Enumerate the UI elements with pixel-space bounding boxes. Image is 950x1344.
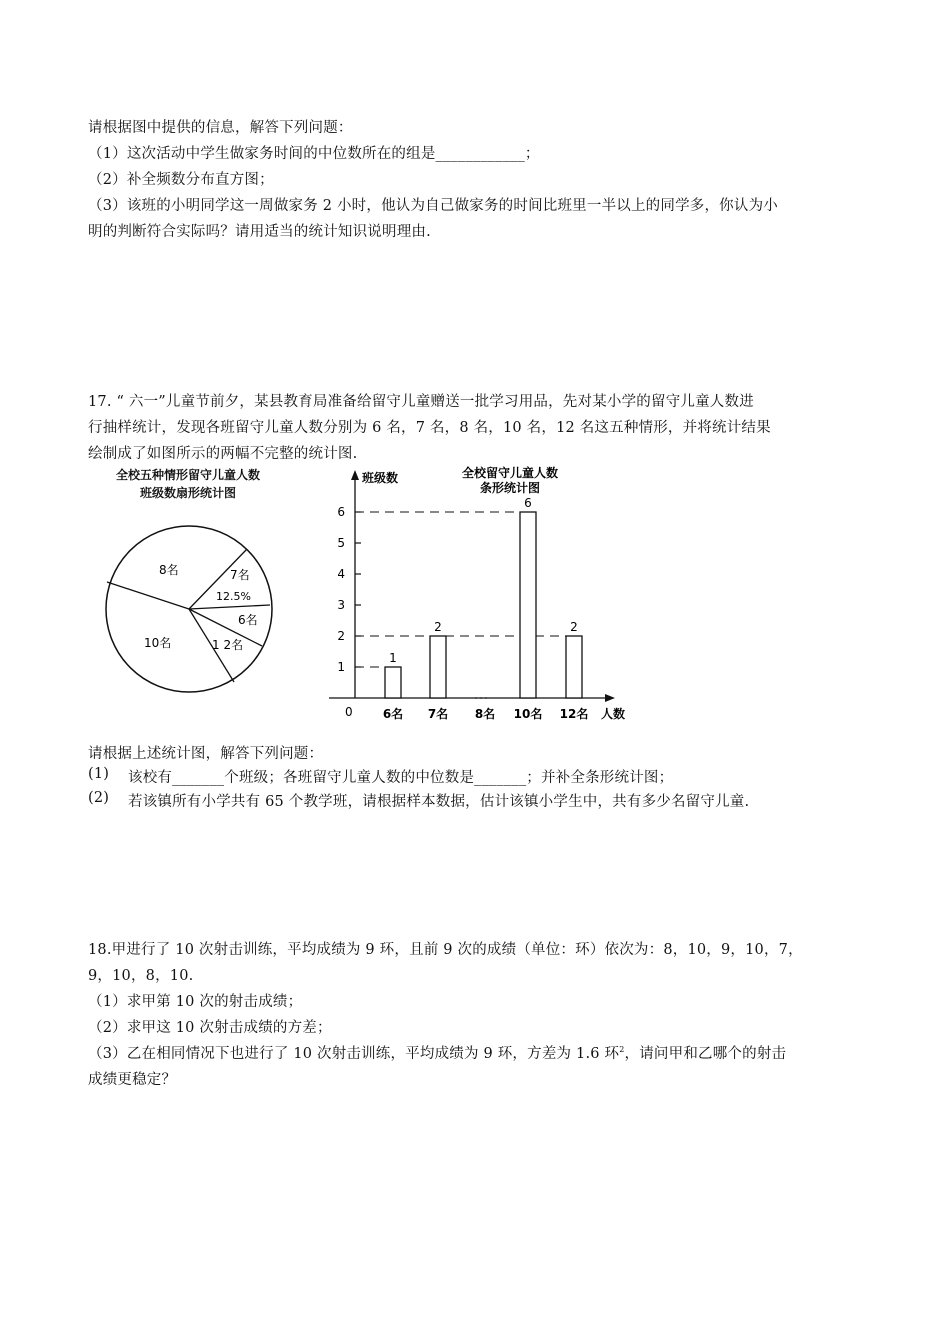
- pie-label-12: 1 2名: [212, 638, 244, 652]
- y-tick-label: 5: [337, 536, 345, 550]
- q16-part-2: （2）补全频数分布直方图；: [88, 172, 274, 188]
- y-axis-arrow: [351, 470, 359, 480]
- q18-part-3-text-b: ，请问甲和乙哪个的射击: [624, 1046, 787, 1062]
- q17-sub-1-num: (1): [88, 766, 110, 782]
- q16-part-3-line-1: （3）该班的小明同学这一周做家务 2 小时，他认为自己做家务的时间比班里一半以上的同学多，你认为小: [88, 198, 778, 214]
- q18-stem-line-1: 18.甲进行了 10 次射击训练，平均成绩为 9 环，且前 9 次的成绩（单位：环）依次为：8，10，9，10，7，: [88, 942, 803, 958]
- y-tick-label: 3: [337, 598, 345, 612]
- q16-part-3-line-2: 明的判断符合实际吗？请用适当的统计知识说明理由.: [88, 224, 431, 240]
- q18-part-2: （2）求甲这 10 次射击成绩的方差；: [88, 1020, 332, 1036]
- bar-chart: [325, 462, 635, 737]
- q17-stem-line-1: 17. “ 六一”儿童节前夕，某县教育局准备给留守儿童赠送一批学习用品，先对某小学的留守儿童人数进: [88, 394, 754, 410]
- bar-value-label: 1: [389, 651, 397, 665]
- bar-value-labels: [389, 496, 578, 665]
- pie-label-10: 10名: [144, 636, 172, 650]
- bars: [385, 512, 582, 698]
- bar: [385, 667, 401, 698]
- q17-sub-2: 若该镇所有小学共有 65 个教学班，请根据样本数据，估计该镇小学生中，共有多少名留守儿童.: [128, 794, 750, 810]
- bar-value-label: 6: [524, 496, 532, 510]
- q18-part-3-superscript: 2: [619, 1045, 625, 1055]
- y-ticks: [337, 505, 361, 674]
- y-tick-label: 6: [337, 505, 345, 519]
- pie-percent-7: 12.5%: [216, 590, 251, 603]
- x-axis-arrow: [605, 694, 615, 702]
- bar-title-line-1: 全校留守儿童人数: [461, 466, 559, 480]
- y-axis-label: 班级数: [362, 471, 399, 485]
- q16-part-1: （1）这次活动中学生做家务时间的中位数所在的组是____________；: [88, 146, 540, 162]
- pie-label-7: 7名: [230, 568, 250, 582]
- q18-part-3-line-2: 成绩更稳定？: [88, 1072, 177, 1088]
- q17-stem-line-3: 绘制成了如图所示的两幅不完整的统计图.: [88, 446, 358, 462]
- pie-chart-title: [88, 466, 288, 502]
- y-tick-label: 4: [337, 567, 345, 581]
- pie-label-8: 8名: [159, 563, 179, 577]
- pie-divider-7-6: [189, 605, 270, 609]
- q17-ask: 请根据上述统计图，解答下列问题：: [88, 746, 324, 762]
- bar-title-line-2: 条形统计图: [479, 481, 541, 495]
- bar: [430, 636, 446, 698]
- bar: [520, 512, 536, 698]
- q17-sub-2-num: (2): [88, 790, 110, 806]
- bar: [566, 636, 582, 698]
- pie-chart: [97, 524, 287, 694]
- x-tick-label: 7名: [427, 707, 449, 721]
- x-tick-label: 12名: [559, 707, 589, 721]
- q18-part-3-line-1: [88, 1042, 786, 1063]
- y-tick-label: 1: [337, 660, 345, 674]
- pie-title-line-2: 班级数扇形统计图: [139, 486, 236, 500]
- x-tick-labels: [383, 706, 589, 721]
- y-tick-label: 2: [337, 629, 345, 643]
- q18-part-1: （1）求甲第 10 次的射击成绩；: [88, 994, 303, 1010]
- pie-label-6: 6名: [238, 613, 258, 627]
- q17-sub-1: 该校有_______个班级；各班留守儿童人数的中位数是_______；并补全条形统计图；: [128, 770, 674, 786]
- x-tick-label: 10名: [513, 707, 543, 721]
- q18-part-3-text-a: （3）乙在相同情况下也进行了 10 次射击训练，平均成绩为 9 环，方差为 1.6 环: [88, 1046, 620, 1062]
- pie-divider-10-8: [107, 582, 189, 609]
- pie-title-line-1: 全校五种情形留守儿童人数: [115, 468, 260, 482]
- q18-stem-line-2: 9，10，8，10.: [88, 968, 194, 984]
- x-tick-label: 6名: [382, 707, 404, 721]
- q16-intro: 请根据图中提供的信息，解答下列问题：: [88, 120, 353, 136]
- q17-stem-line-2: 行抽样统计，发现各班留守儿童人数分别为 6 名，7 名，8 名，10 名，12 名这五种情形，并将统计结果: [88, 420, 771, 436]
- x-axis-label: 人数: [601, 707, 626, 721]
- x-tick-label: 8名: [474, 707, 496, 721]
- origin-label: 0: [345, 705, 353, 719]
- bar-value-label: 2: [570, 620, 578, 634]
- bar-value-label: 2: [434, 620, 442, 634]
